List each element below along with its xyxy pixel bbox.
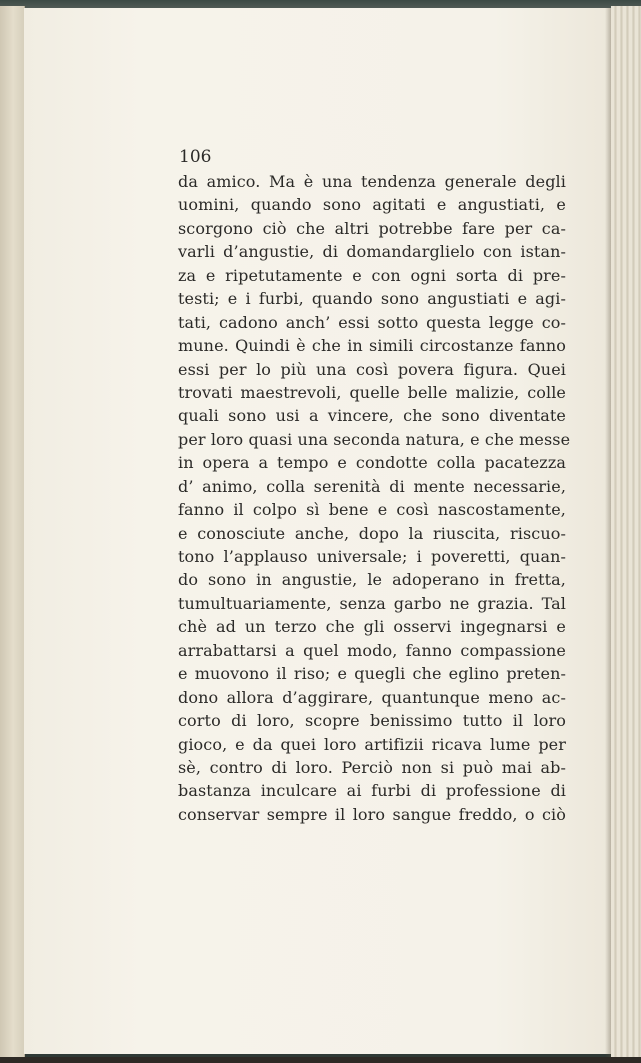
text-line: da amico. Ma è una tendenza generale degli xyxy=(178,172,566,191)
text-line: in opera a tempo e condotte colla pacatezza xyxy=(178,453,566,473)
page-stack-edges xyxy=(611,6,641,1063)
text-line: quali sono usi a vincere, che sono diventate xyxy=(178,406,566,426)
text-line: conservar sempre il loro sangue freddo, o ciò xyxy=(178,804,566,824)
book-bottom-edge xyxy=(0,1057,641,1063)
text-line: e conosciute anche, dopo la riuscita, riscuo- xyxy=(178,523,566,543)
text-line: tono l’applauso universale; i poveretti, quan- xyxy=(178,547,566,566)
book-cover-edge xyxy=(0,6,25,1063)
text-line: arrabattarsi a quel modo, fanno compassione xyxy=(178,640,566,660)
text-line: corto di loro, scopre benissimo tutto il loro xyxy=(178,711,566,731)
text-line: tati, cadono anch’ essi sotto questa legge co- xyxy=(178,312,566,332)
text-line: za e ripetutamente e con ogni sorta di pre- xyxy=(178,265,566,285)
text-line: trovati maestrevoli, quelle belle malizie, colle xyxy=(178,382,566,402)
page-number: 106 xyxy=(179,147,212,167)
text-line: testi; e i furbi, quando sono angustiati e agi- xyxy=(178,289,566,309)
text-line: bastanza inculcare ai furbi di professione di xyxy=(178,781,566,801)
text-line: essi per lo più una così povera figura. Quei xyxy=(178,359,566,379)
text-line: chè ad un terzo che gli osservi ingegnarsi e xyxy=(178,617,566,637)
text-line: mune. Quindi è che in simili circostanze fanno xyxy=(178,336,566,356)
text-line: do sono in angustie, le adoperano in fretta, xyxy=(178,570,566,590)
text-line: scorgono ciò che altri potrebbe fare per ca- xyxy=(178,218,566,238)
text-line: per loro quasi una seconda natura, e che messe xyxy=(178,429,571,449)
text-block xyxy=(178,144,571,826)
text-line: tumultuariamente, senza garbo ne grazia. Tal xyxy=(178,593,566,613)
text-line: e muovono il riso; e quegli che eglino preten- xyxy=(178,664,566,684)
text-line: d’ animo, colla serenità di mente necessarie, xyxy=(178,476,566,496)
text-line: varli d’angustie, di domandarglielo con istan- xyxy=(178,242,566,262)
text-line: gioco, e da quei loro artifizii ricava lume per xyxy=(178,734,566,754)
text-line: sè, contro di loro. Perciò non si può mai ab- xyxy=(178,757,566,777)
text-line: fanno il colpo sì bene e così nascostamente, xyxy=(178,500,566,520)
text-line: uomini, quando sono agitati e angustiati, e xyxy=(178,195,566,215)
text-line: dono allora d’aggirare, quantunque meno ac- xyxy=(178,687,566,707)
